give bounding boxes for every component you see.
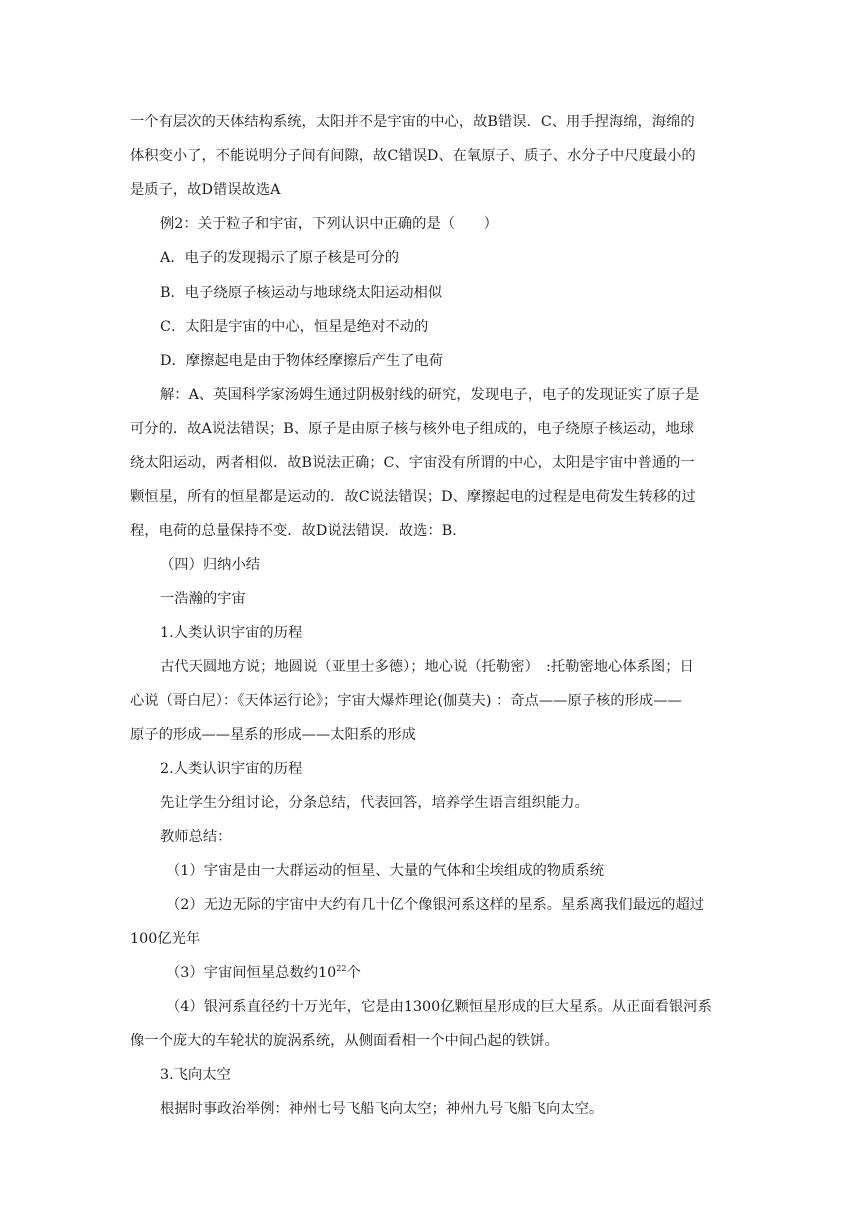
summary-point: （4）银河系直径约十万光年，它是由1300亿颗恒星形成的巨大星系。从正面看银河系 — [166, 999, 712, 1015]
teacher-summary-label: 教师总结： — [160, 829, 232, 845]
example-question: 例2：关于粒子和宇宙，下列认识中正确的是（ ） — [160, 216, 498, 232]
option-b: B．电子绕原子核运动与地球绕太阳运动相似 — [160, 285, 443, 301]
section-heading: （四）归纳小结 — [160, 557, 261, 573]
exponent: 22 — [336, 964, 347, 973]
subsection-heading: 一浩瀚的宇宙 — [160, 591, 246, 607]
summary-point — [166, 962, 361, 982]
solution-line: 解：A、英国科学家汤姆生通过阴极射线的研究，发现电子，电子的发现证实了原子是 — [160, 387, 700, 403]
option-a: A．电子的发现揭示了原子核是可分的 — [160, 250, 400, 266]
summary-point-continued: 像一个庞大的车轮状的旋涡系统，从侧面看相一个中间凸起的铁饼。 — [130, 1033, 559, 1049]
option-c: C．太阳是宇宙的中心，恒星是绝对不动的 — [160, 319, 429, 335]
summary-point: （2）无边无际的宇宙中大约有几十亿个像银河系这样的星系。星系离我们最远的超过 — [166, 897, 705, 913]
item-title: 1.人类认识宇宙的历程 — [160, 625, 303, 641]
paragraph-line: 原子的形成——星系的形成——太阳系的形成 — [130, 727, 416, 743]
paragraph-line: 先让学生分组讨论，分条总结，代表回答，培养学生语言组织能力。 — [160, 795, 589, 811]
point3-text: （3）宇宙间恒星总数约10 — [166, 965, 337, 981]
paragraph-line: 体积变小了，不能说明分子间有间隙，故C错误D、在氧原子、质子、水分子中尺度最小的 — [130, 148, 696, 164]
option-d: D．摩擦起电是由于物体经摩擦后产生了电荷 — [160, 353, 444, 369]
paragraph-line: 古代天圆地方说；地圆说（亚里士多德）；地心说（托勒密） :托勒密地心体系图；日 — [160, 659, 694, 675]
solution-line: 颗恒星，所有的恒星都是运动的．故C说法错误；D、摩擦起电的过程是电荷发生转移的过 — [130, 489, 696, 505]
paragraph-line: 是质子，故D错误故选A — [130, 182, 281, 198]
solution-line: 可分的．故A说法错误；B、原子是由原子核与核外电子组成的，电子绕原子核运动，地球 — [130, 421, 695, 437]
summary-point: （1）宇宙是由一大群运动的恒星、大量的气体和尘埃组成的物质系统 — [166, 863, 604, 879]
item-title: 3.飞向太空 — [160, 1067, 231, 1083]
solution-line: 绕太阳运动，两者相似．故B说法正确；C、宇宙没有所谓的中心，太阳是宇宙中普通的一 — [130, 455, 695, 471]
paragraph-line: 心说（哥白尼）：《天体运行论》；宇宙大爆炸理论(伽莫夫) ：奇点——原子核的形成—— — [130, 693, 682, 709]
summary-point-continued: 100亿光年 — [130, 931, 201, 947]
paragraph-line: 根据时事政治举例：神州七号飞船飞向太空；神州九号飞船飞向太空。 — [160, 1101, 604, 1117]
point3-unit: 个 — [346, 965, 361, 981]
solution-line: 程，电荷的总量保持不变．故D说法错误．故选：B． — [130, 523, 467, 539]
item-title: 2.人类认识宇宙的历程 — [160, 761, 303, 777]
paragraph-line: 一个有层次的天体结构系统，太阳并不是宇宙的中心，故B错误．C、用手捏海绵，海绵的 — [130, 114, 695, 130]
